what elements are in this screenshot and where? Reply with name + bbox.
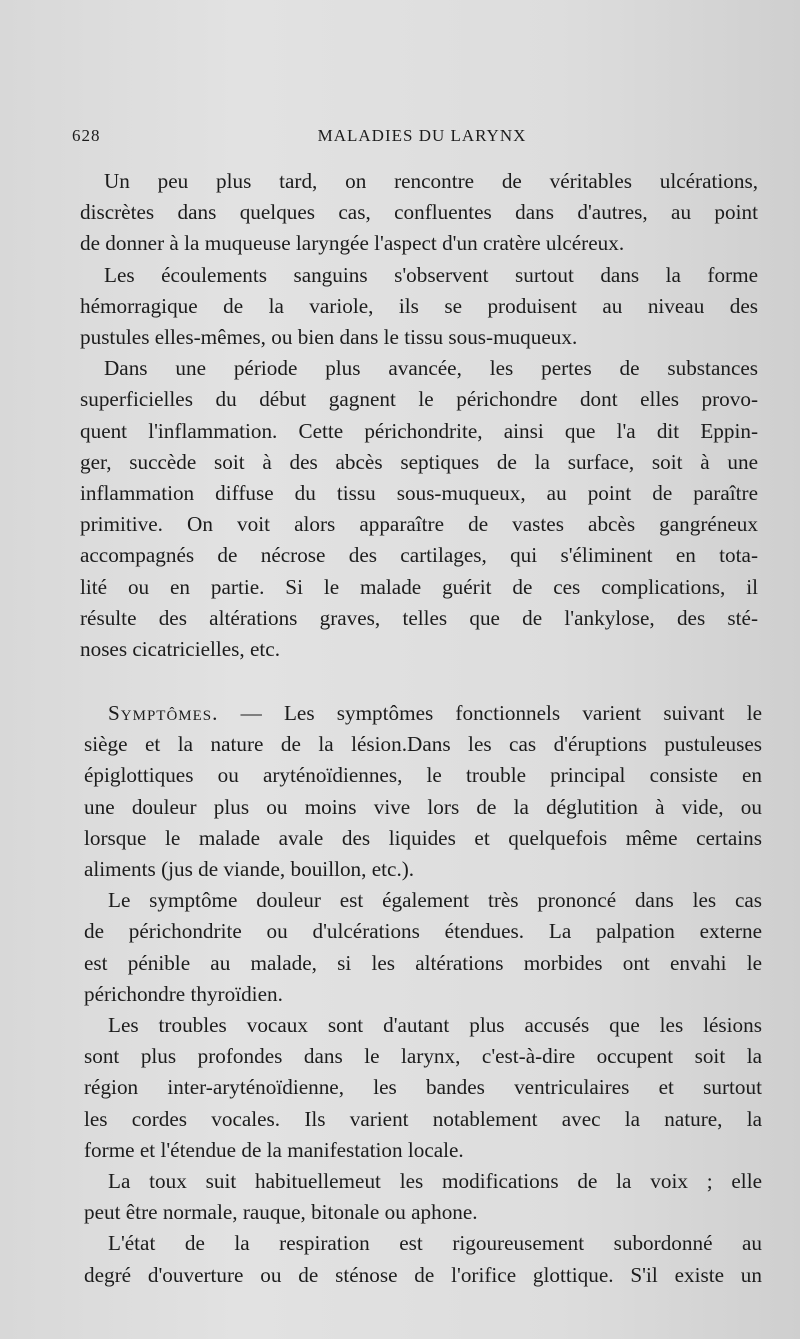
text-line: pustules elles-mêmes, ou bien dans le tissu sous-muqueux. [80, 325, 578, 350]
text-line: de périchondrite ou d'ulcérations étendues. La palpation externe [84, 919, 762, 944]
text-line: lorsque le malade avale des liquides et quelquefois même certains [84, 825, 762, 850]
text-line: les cordes vocales. Ils varient notablement avec la nature, la [84, 1106, 762, 1131]
text-line: degré d'ouverture ou de sténose de l'orifice glottique. S'il existe un [84, 1262, 762, 1287]
text-line: est pénible au malade, si les altérations morbides ont envahi le [84, 950, 762, 975]
text-line-rest: — Les symptômes fonctionnels varient suivant le [218, 701, 762, 725]
text-line: accompagnés de nécrose des cartilages, qui s'éliminent en tota- [80, 543, 758, 568]
text-line: Les écoulements sanguins s'observent surtout dans la forme [104, 262, 758, 287]
text-line: de donner à la muqueuse laryngée l'aspect d'un cratère ulcéreux. [80, 231, 625, 256]
text-line: inflammation diffuse du tissu sous-muqueux, au point de paraître [80, 481, 758, 506]
text-line: siège et la nature de la lésion.Dans les cas d'éruptions pustuleuses [84, 732, 762, 757]
text-line: sont plus profondes dans le larynx, c'est-à-dire occupent soit la [84, 1044, 762, 1069]
text-line: quent l'inflammation. Cette périchondrite, ainsi que l'a dit Eppin- [80, 418, 758, 443]
text-block-1 [80, 166, 758, 665]
text-line: discrètes dans quelques cas, confluentes dans d'autres, au point [80, 200, 758, 225]
text-line: hémorragique de la variole, ils se produisent au niveau des [80, 293, 758, 318]
running-head [72, 126, 762, 150]
text-line: région inter-aryténoïdienne, les bandes ventriculaires et surtout [84, 1075, 762, 1100]
text-line: primitive. On voit alors apparaître de vastes abcès gangréneux [80, 512, 758, 537]
text-line: une douleur plus ou moins vive lors de la déglutition à vide, ou [84, 794, 762, 819]
running-title: MALADIES DU LARYNX [317, 126, 527, 145]
section-heading: Symptômes. [108, 701, 219, 725]
symptoms-first-line [84, 698, 762, 729]
page-number: 628 [72, 126, 101, 145]
text-line: Dans une période plus avancée, les pertes de substances [104, 356, 758, 381]
text-line: La toux suit habituellemeut les modifications de la voix ; elle [108, 1169, 762, 1194]
text-line: aliments (jus de viande, bouillon, etc.). [84, 857, 415, 882]
text-line: ger, succède soit à des abcès septiques de la surface, soit à une [80, 449, 758, 474]
text-line: superficielles du début gagnent le périchondre dont elles provo- [80, 387, 758, 412]
text-line: lité ou en partie. Si le malade guérit de ces complications, il [80, 574, 758, 599]
text-line: Le symptôme douleur est également très prononcé dans les cas [108, 888, 762, 913]
text-line: Un peu plus tard, on rencontre de véritables ulcérations, [104, 169, 758, 193]
text-line: peut être normale, rauque, bitonale ou aphone. [84, 1200, 478, 1225]
text-line: épiglottiques ou aryténoïdiennes, le trouble principal consiste en [84, 763, 762, 788]
text-line: Les troubles vocaux sont d'autant plus accusés que les lésions [108, 1013, 762, 1038]
text-block-2 [84, 698, 762, 1291]
text-line: noses cicatricielles, etc. [80, 637, 281, 662]
text-line: forme et l'étendue de la manifestation locale. [84, 1137, 464, 1162]
text-line: résulte des altérations graves, telles que de l'ankylose, des sté- [80, 605, 758, 630]
text-line: périchondre thyroïdien. [84, 981, 283, 1006]
text-line: L'état de la respiration est rigoureusement subordonné au [108, 1231, 762, 1256]
